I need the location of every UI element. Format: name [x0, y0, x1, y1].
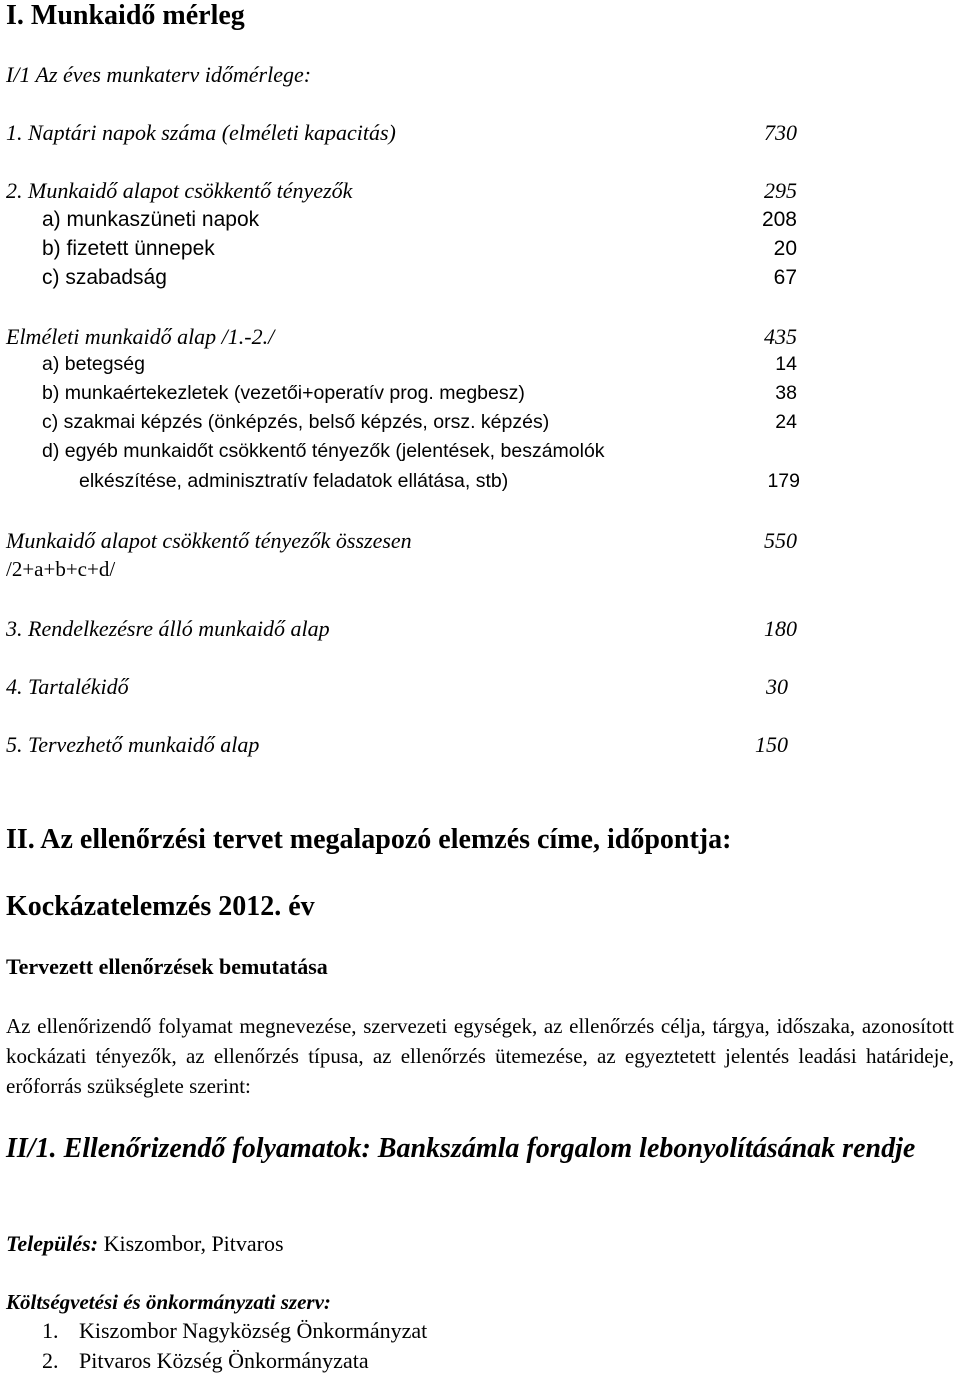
list-item: b) munkaértekezletek (vezetői+operatív prog. megbesz) — [42, 382, 525, 404]
item-3-label: 3. Rendelkezésre álló munkaidő alap — [6, 616, 330, 641]
item-1-label: 1. Naptári napok száma (elméleti kapacitás) — [6, 120, 396, 145]
theoretical-value: 435 — [764, 324, 797, 349]
list-item-value: 24 — [775, 411, 797, 433]
list-item-value: 38 — [775, 382, 797, 404]
item-1-value: 730 — [764, 120, 797, 145]
sub-heading: II/1. Ellenőrizendő folyamatok: Bankszámla forgalom lebonyolításának rendje — [6, 1133, 916, 1164]
item-5-value: 150 — [755, 732, 788, 757]
list-item: a) betegség — [42, 353, 145, 375]
theoretical-label: Elméleti munkaidő alap /1.-2./ — [6, 324, 275, 349]
list-item: b) fizetett ünnepek — [42, 237, 215, 260]
list-item-value: 208 — [761, 208, 797, 231]
org-number: 1. — [42, 1318, 59, 1343]
total-label: Munkaidő alapot csökkentő tényezők összesen — [6, 528, 412, 553]
item-4-value: 30 — [766, 674, 788, 699]
budget-label: Költségvetési és önkormányzati szerv: — [6, 1290, 331, 1314]
total-value: 550 — [764, 528, 797, 553]
list-item-continuation: elkészítése, adminisztratív feladatok ellátása, stb) — [79, 470, 509, 492]
list-item-value: 20 — [773, 237, 797, 260]
settlement-line — [6, 1233, 284, 1255]
list-item-value: 179 — [767, 470, 800, 492]
item-4-label: 4. Tartalékidő — [6, 674, 129, 699]
list-item-value: 14 — [775, 353, 797, 375]
settlement-value: Kiszombor, Pitvaros — [98, 1231, 284, 1256]
planned-heading: Tervezett ellenőrzések bemutatása — [6, 954, 328, 979]
list-item: c) szabadság — [42, 266, 167, 289]
section-title: I. Munkaidő mérleg — [6, 0, 245, 31]
list-item-value: 67 — [773, 266, 797, 289]
list-item: c) szakmai képzés (önképzés, belső képzés, orsz. képzés) — [42, 411, 550, 433]
list-item: d) egyéb munkaidőt csökkentő tényezők (jelentések, beszámolók — [42, 440, 605, 462]
settlement-label: Település: — [6, 1231, 99, 1256]
item-3-value: 180 — [764, 616, 797, 641]
org-number: 2. — [42, 1348, 59, 1373]
item-5-label: 5. Tervezhető munkaidő alap — [6, 732, 260, 757]
org-name: Pitvaros Község Önkormányzata — [79, 1348, 369, 1373]
list-item: a) munkaszüneti napok — [42, 208, 260, 231]
item-2-value: 295 — [764, 178, 797, 203]
org-name: Kiszombor Nagyközség Önkormányzat — [79, 1318, 428, 1343]
section-subtitle: I/1 Az éves munkaterv időmérlege: — [6, 62, 312, 87]
section-title: II. Az ellenőrzési tervet megalapozó elemzés címe, időpontja: — [6, 824, 732, 855]
total-formula: /2+a+b+c+d/ — [6, 557, 116, 581]
description-paragraph: Az ellenőrizendő folyamat megnevezése, szervezeti egységek, az ellenőrzés célja, tárgya, időszaka, azonosított kockázati tényezők, az ellenőrzés típusa, az ellenőrzés ütemezése, az egyeztetett jelentés leadási határideje, erőforrás szükséglete szerint: — [6, 1014, 954, 1098]
item-2-label: 2. Munkaidő alapot csökkentő tényezők — [6, 178, 353, 203]
analysis-title: Kockázatelemzés 2012. év — [6, 891, 315, 922]
